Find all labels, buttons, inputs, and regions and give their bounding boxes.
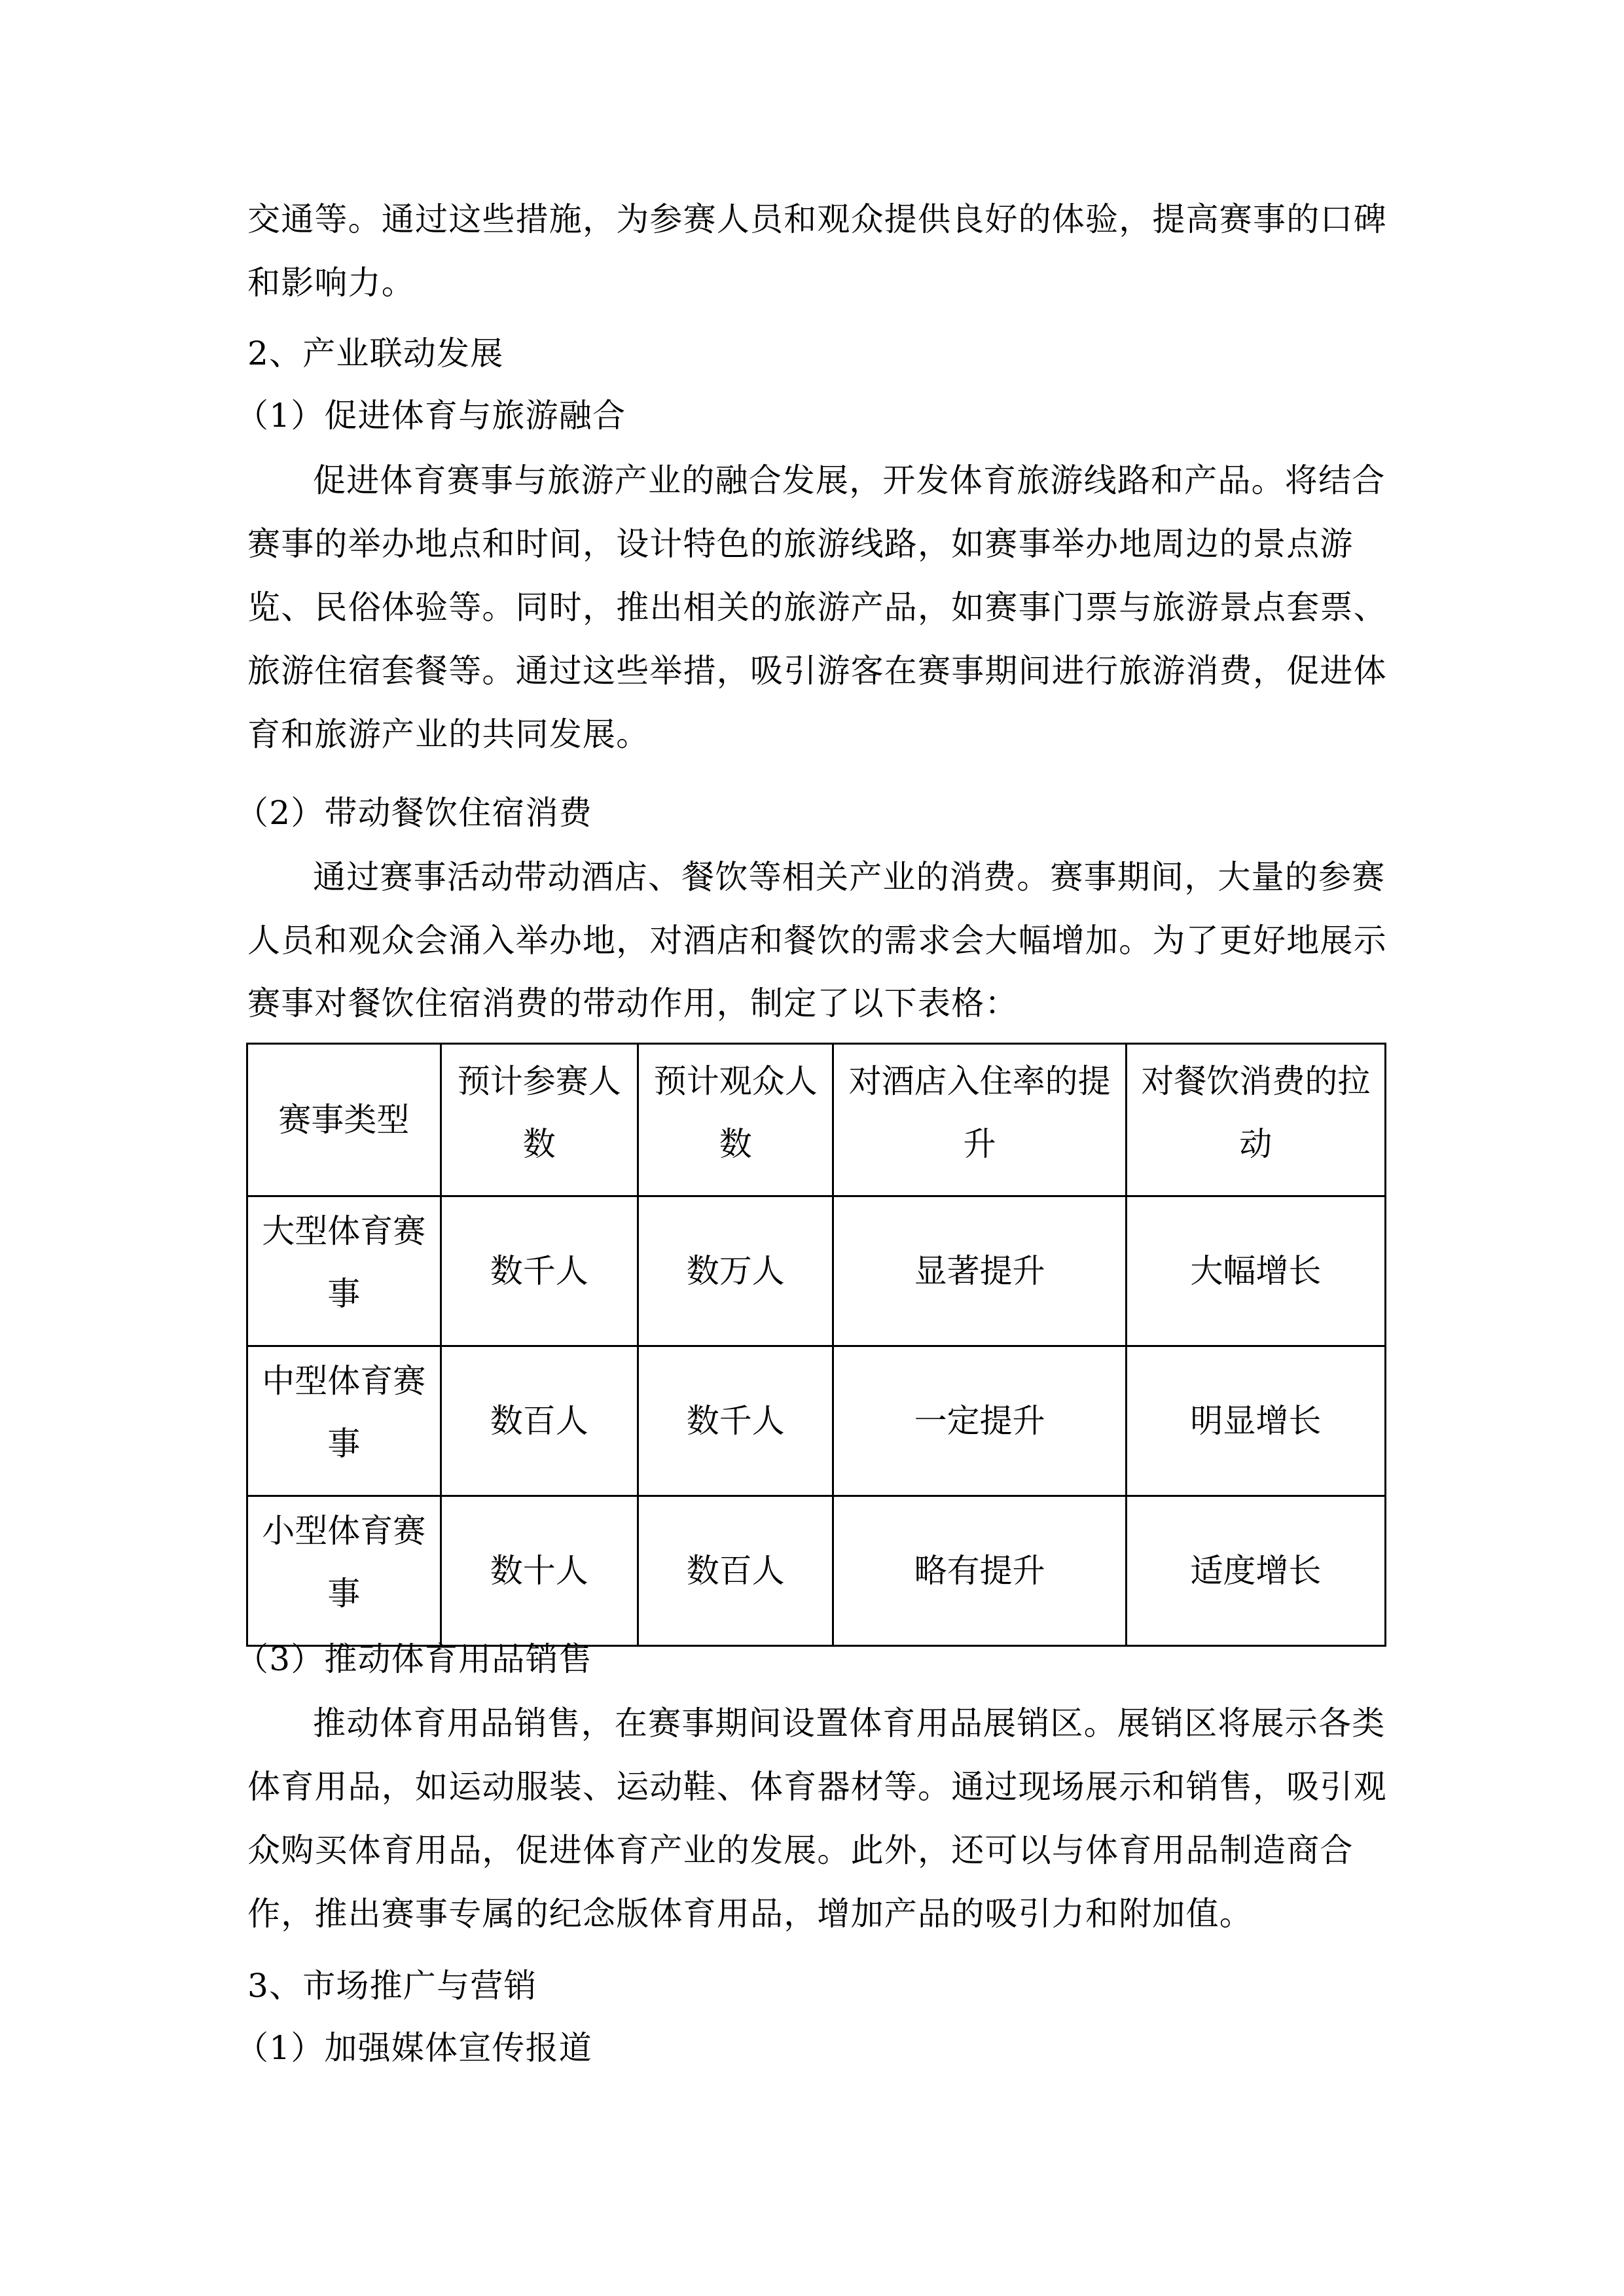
paragraph-line: 旅游住宿套餐等。通过这些举措，吸引游客在赛事期间进行旅游消费，促进体 [247, 652, 1387, 690]
paragraph-line: 通过赛事活动带动酒店、餐饮等相关产业的消费。赛事期间，大量的参赛 [313, 858, 1386, 896]
section-heading: 2、产业联动发展 [247, 334, 504, 372]
hotel-impact-cell: 一定提升 [833, 1346, 1126, 1496]
paragraph-line: 赛事对餐饮住宿消费的带动作用，制定了以下表格： [247, 984, 1019, 1022]
event-type-cell: 小型体育赛 事 [247, 1496, 441, 1646]
paragraph-line: 体育用品，如运动服装、运动鞋、体育器材等。通过现场展示和销售，吸引观 [247, 1768, 1387, 1806]
paragraph-line: 作，推出赛事专属的纪念版体育用品，增加产品的吸引力和附加值。 [247, 1895, 1253, 1933]
paragraph-line: 交通等。通过这些措施，为参赛人员和观众提供良好的体验，提高赛事的口碑 [247, 200, 1387, 238]
dining-impact-cell: 适度增长 [1126, 1496, 1385, 1646]
audience-cell: 数万人 [638, 1196, 833, 1346]
section-heading: 3、市场推广与营销 [247, 1967, 537, 2005]
paragraph-line: 赛事的举办地点和时间，设计特色的旅游线路，如赛事举办地周边的景点游 [247, 525, 1354, 563]
participants-cell: 数十人 [441, 1496, 638, 1646]
participants-cell: 数百人 [441, 1346, 638, 1496]
subsection-heading: （1）加强媒体宣传报道 [236, 2029, 593, 2067]
header-cell: 预计观众人 数 [638, 1044, 833, 1196]
dining-impact-cell: 明显增长 [1126, 1346, 1385, 1496]
table-row [247, 1346, 1386, 1496]
paragraph-line: 推动体育用品销售，在赛事期间设置体育用品展销区。展销区将展示各类 [313, 1704, 1386, 1742]
paragraph-line: 和影响力。 [247, 264, 415, 302]
audience-cell: 数百人 [638, 1496, 833, 1646]
paragraph-line: 众购买体育用品，促进体育产业的发展。此外，还可以与体育用品制造商合 [247, 1831, 1354, 1869]
event-type-cell: 大型体育赛 事 [247, 1196, 441, 1346]
consumption-impact-table [246, 1043, 1386, 1647]
subsection-heading: （3）推动体育用品销售 [236, 1640, 593, 1678]
subsection-heading: （1）促进体育与旅游融合 [236, 397, 626, 435]
table-header-row [247, 1044, 1386, 1196]
table-row [247, 1196, 1386, 1346]
hotel-impact-cell: 略有提升 [833, 1496, 1126, 1646]
dining-impact-cell: 大幅增长 [1126, 1196, 1385, 1346]
header-cell: 预计参赛人 数 [441, 1044, 638, 1196]
hotel-impact-cell: 显著提升 [833, 1196, 1126, 1346]
header-cell: 对酒店入住率的提 升 [833, 1044, 1126, 1196]
paragraph-line: 促进体育赛事与旅游产业的融合发展，开发体育旅游线路和产品。将结合 [313, 461, 1386, 499]
subsection-heading: （2）带动餐饮住宿消费 [236, 794, 593, 832]
event-type-cell: 中型体育赛 事 [247, 1346, 441, 1496]
paragraph-line: 览、民俗体验等。同时，推出相关的旅游产品，如赛事门票与旅游景点套票、 [247, 588, 1387, 626]
participants-cell: 数千人 [441, 1196, 638, 1346]
paragraph-line: 育和旅游产业的共同发展。 [247, 715, 650, 753]
audience-cell: 数千人 [638, 1346, 833, 1496]
paragraph-line: 人员和观众会涌入举办地，对酒店和餐饮的需求会大幅增加。为了更好地展示 [247, 922, 1387, 960]
table-row [247, 1496, 1386, 1646]
header-cell: 赛事类型 [247, 1044, 441, 1196]
header-cell: 对餐饮消费的拉 动 [1126, 1044, 1385, 1196]
